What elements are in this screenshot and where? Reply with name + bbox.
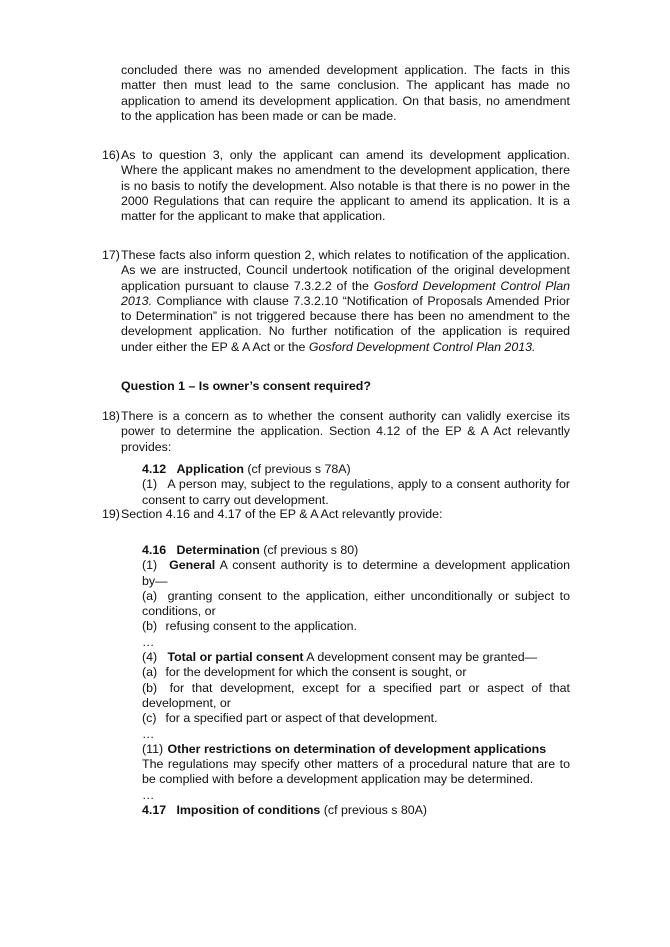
paragraph-number: 17) xyxy=(102,248,120,262)
paragraph-text: granting consent to the application, either unconditionally or subject to conditions, or xyxy=(142,588,570,619)
paragraph-text: Section 4.16 and 4.17 of the EP & A Act relevantly provide: xyxy=(121,507,443,521)
section-reference: (cf previous s 80A) xyxy=(320,803,428,818)
subsection-number: (4) xyxy=(142,650,158,665)
subsection-number: (11) xyxy=(142,741,164,756)
subsection-text: A consent authority is to determine a development application by— xyxy=(142,558,570,588)
paragraph-text xyxy=(121,248,570,355)
section-number: 4.17 xyxy=(142,803,167,818)
subsection-number: (1) xyxy=(142,477,158,492)
plan-title-citation: Gosford Development Control Plan 2013. xyxy=(121,278,570,308)
section-heading-line xyxy=(142,462,570,477)
paragraph-a xyxy=(142,665,570,680)
paragraph-17 xyxy=(102,248,570,355)
paragraph-label: (b) xyxy=(142,680,158,695)
paragraph-18 xyxy=(102,409,570,455)
section-reference: (cf previous s 80) xyxy=(259,543,359,557)
paragraph-number: 19) xyxy=(102,507,120,521)
subsection-number: (1) xyxy=(142,558,158,573)
subsection-text: A development consent may be granted— xyxy=(303,650,538,665)
section-heading-line xyxy=(142,803,570,818)
subsection-title: General xyxy=(169,558,216,573)
subsection-11 xyxy=(142,742,570,757)
subsection-title: Total or partial consent xyxy=(167,650,304,665)
subsection-1 xyxy=(142,477,570,508)
paragraph-a xyxy=(142,589,570,620)
paragraph-text-part: Compliance with clause 7.3.2.10 “Notification of Proposals Amended Prior to Determination” is not triggered because there has been no amendment to the development application. No further notification of the application is required under either the EP & A Act or the xyxy=(121,293,570,354)
paragraph-label: (c) xyxy=(142,711,157,726)
section-number: 4.16 xyxy=(142,543,167,557)
section-heading: Question 1 – Is owner’s consent required? xyxy=(121,379,371,393)
section-heading-line xyxy=(142,543,570,558)
paragraph-number: 16) xyxy=(102,148,120,162)
paragraph-b xyxy=(142,619,570,634)
plan-title-citation: Gosford Development Control Plan 2013. xyxy=(308,339,536,354)
paragraph-text: for a specified part or aspect of that development. xyxy=(165,711,438,726)
section-number: 4.12 xyxy=(142,462,167,476)
section-title: Application xyxy=(176,462,244,476)
paragraph-text: for the development for which the consent is sought, or xyxy=(165,665,467,680)
paragraph-number: 18) xyxy=(102,409,120,423)
paragraph-c xyxy=(142,711,570,726)
paragraph-text: for that development, except for a specified part or aspect of that development, or xyxy=(142,680,570,710)
subsection-text: The regulations may specify other matters of a procedural nature that are to be complied with before a development application may be determined. xyxy=(142,757,570,787)
paragraph-label: (a) xyxy=(142,665,158,680)
paragraph-text-part: These facts also inform question 2, which relates to notification of the application. As we are instructed, Council undertook notification of the original development application pursuant to clause 7.3.2.2 of the xyxy=(121,248,570,293)
quoted-section-4-12 xyxy=(142,462,570,508)
continuation-paragraph: concluded there was no amended development application. The facts in this matter then must lead to the same conclusion. The applicant has made no application to amend its development application. On that basis, no amendment to the application has been made or can be made. xyxy=(121,63,570,123)
paragraph-text: As to question 3, only the applicant can amend its development application. Where the applicant makes no amendment to the development application, there is no basis to notify the development. Also notable is that there is no power in the 2000 Regulations that can require the applicant to amend its application. It is a matter for the applicant to make that application. xyxy=(121,148,570,224)
quoted-section-4-16 xyxy=(142,543,570,818)
paragraph-19 xyxy=(102,507,570,522)
ellipsis: … xyxy=(142,787,155,802)
subsection-title: Other restrictions on determination of development applications xyxy=(167,741,547,756)
paragraph-text: There is a concern as to whether the consent authority can validly exercise its power to determine the application. Section 4.12 of the EP & A Act relevantly provides: xyxy=(121,409,570,454)
section-title: Imposition of conditions xyxy=(176,803,321,818)
subsection-4 xyxy=(142,650,570,665)
section-reference: (cf previous s 78A) xyxy=(243,462,351,476)
paragraph-b xyxy=(142,681,570,712)
ellipsis: … xyxy=(142,726,155,741)
paragraph-text: refusing consent to the application. xyxy=(165,619,357,634)
paragraph-label: (a) xyxy=(142,588,158,603)
paragraph-16 xyxy=(102,148,570,224)
section-title: Determination xyxy=(176,543,260,557)
subsection-1 xyxy=(142,558,570,589)
ellipsis: … xyxy=(142,634,155,649)
paragraph-label: (b) xyxy=(142,619,158,634)
subsection-text: A person may, subject to the regulations, apply to a consent authority for consent to carry out development. xyxy=(142,477,571,507)
